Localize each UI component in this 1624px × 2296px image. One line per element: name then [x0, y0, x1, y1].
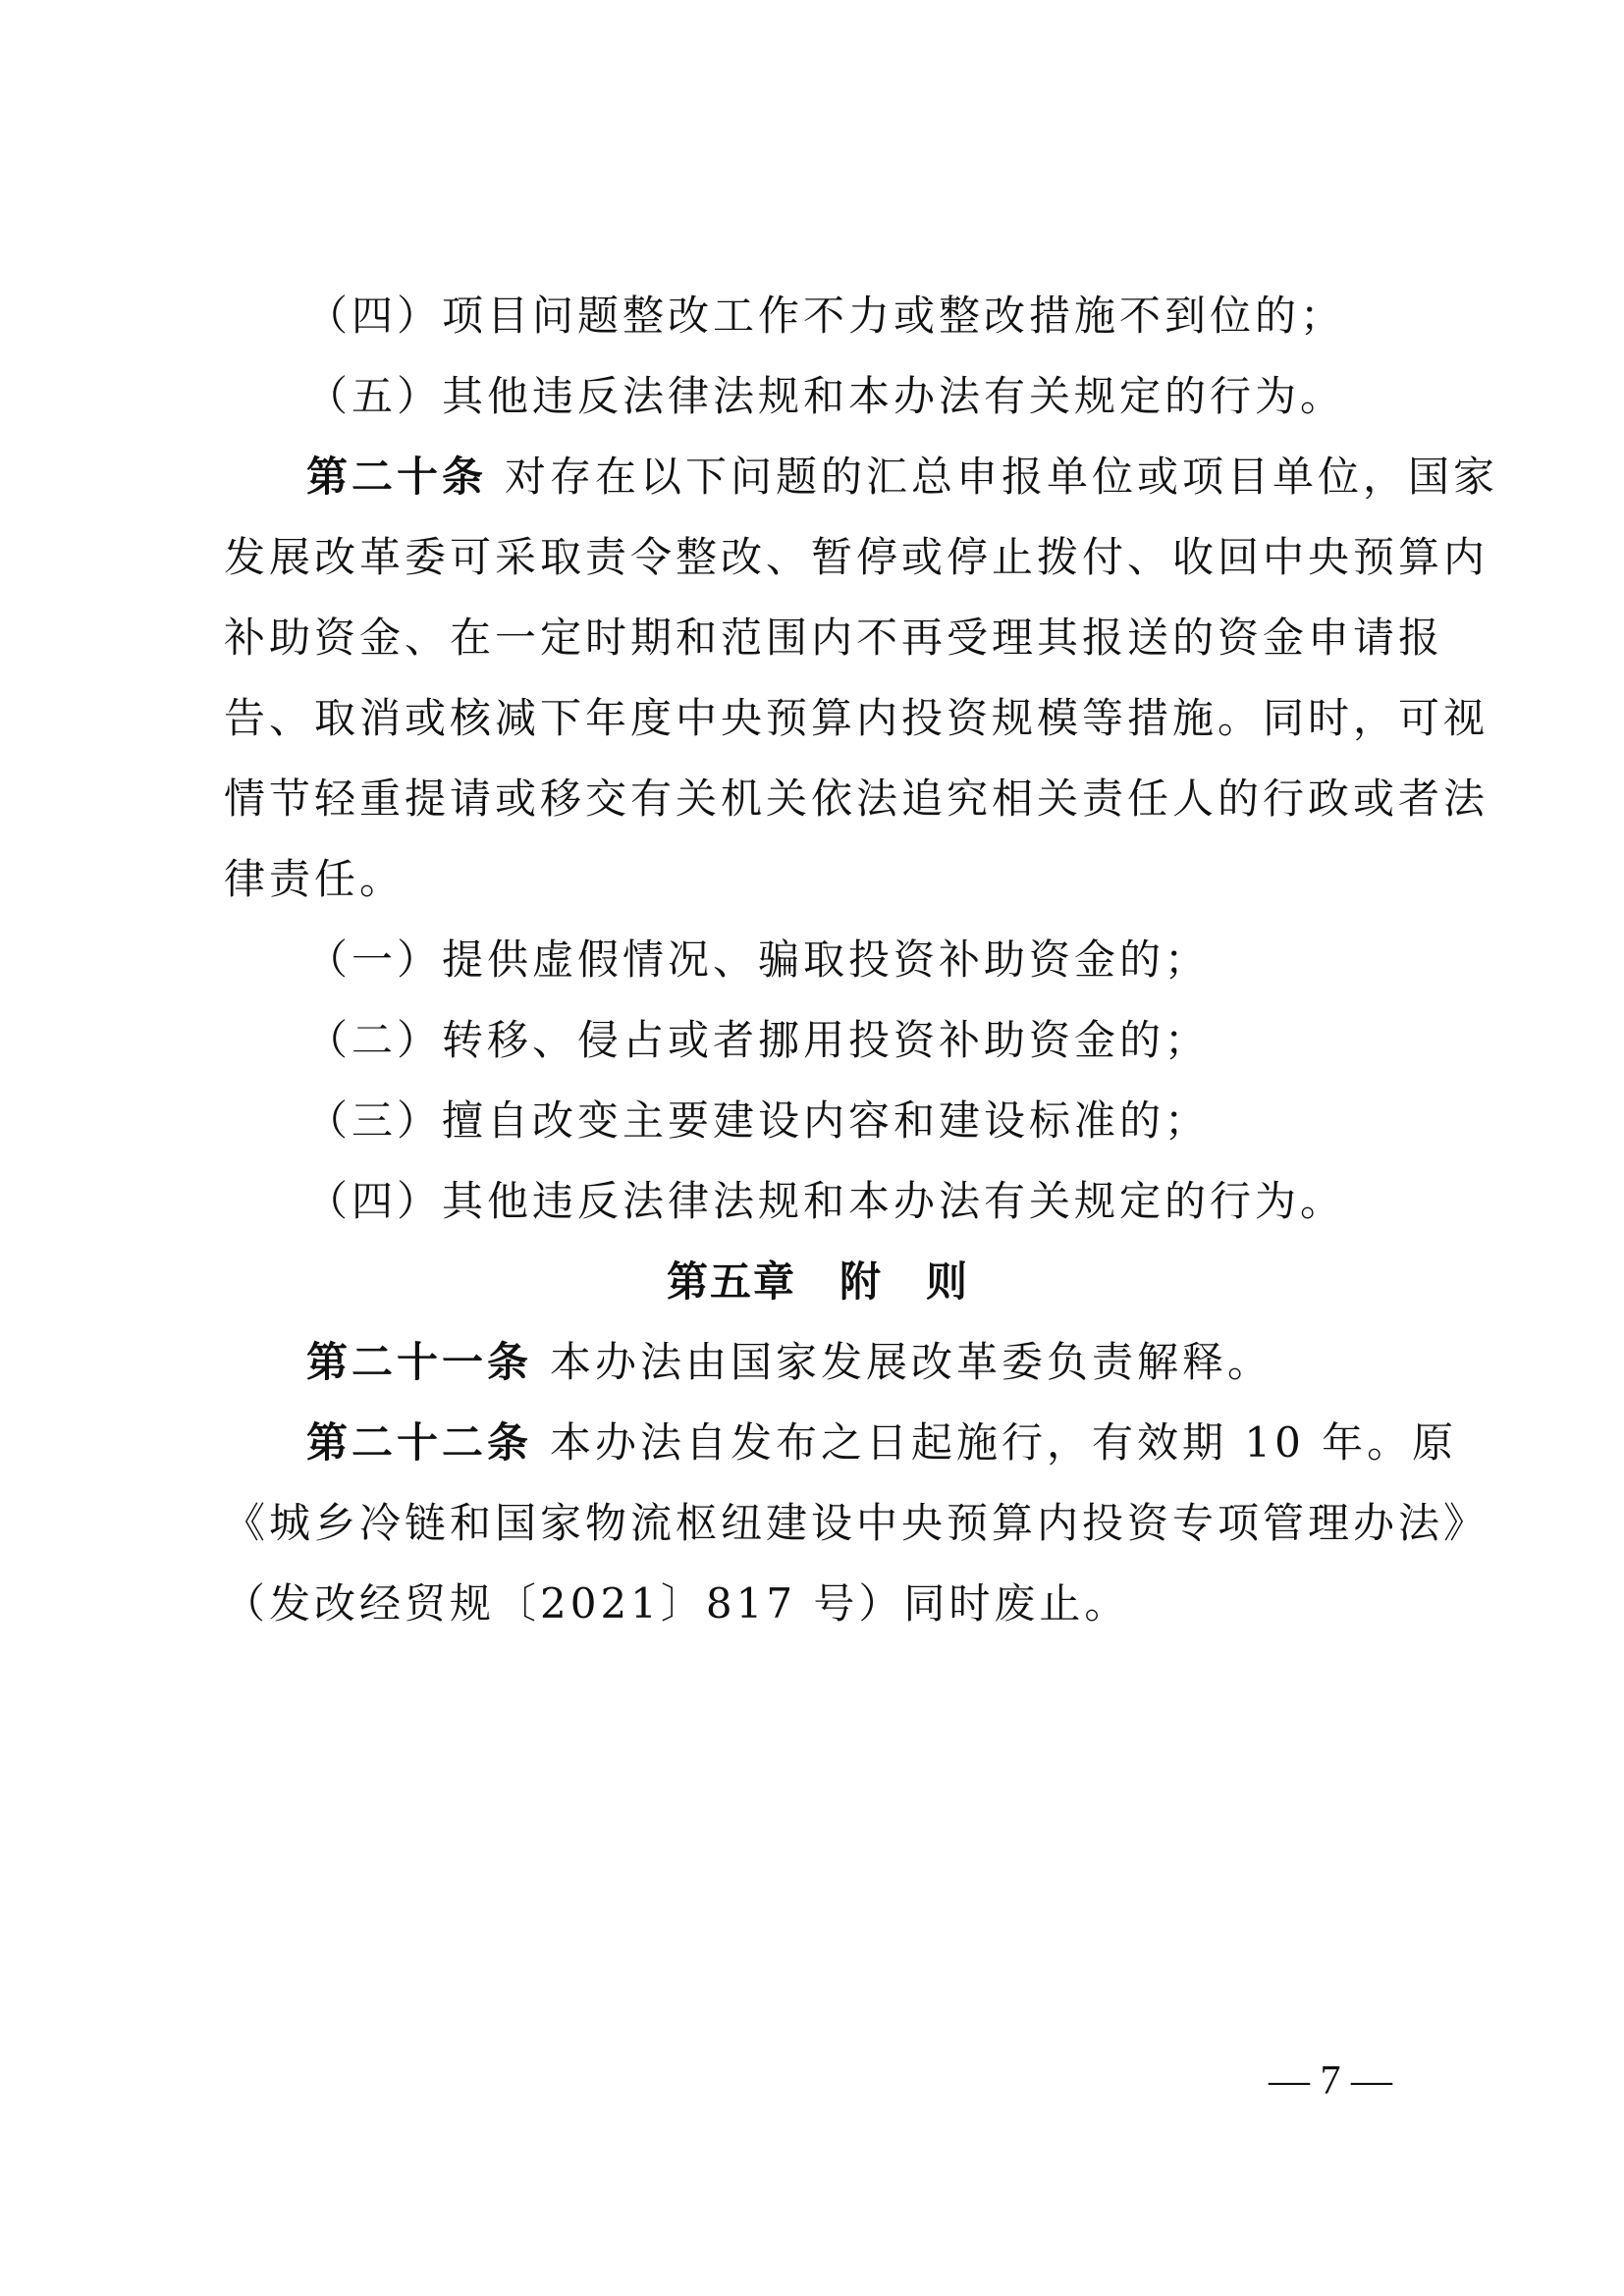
list-item: （二）转移、侵占或者挪用投资补助资金的；: [306, 1016, 1211, 1064]
article-20-first-line: [306, 450, 1499, 505]
article-21-title: 第二十一条: [306, 1338, 533, 1386]
paragraph-line: 发展改革委可采取责令整改、暂停或停止拨付、收回中央预算内: [224, 533, 1489, 581]
paragraph-line: 情节轻重提请或移交有关机关依法追究相关责任人的行政或者法: [224, 774, 1489, 823]
article-22-title: 第二十二条: [306, 1418, 533, 1467]
paragraph-line: 律责任。: [224, 855, 406, 903]
list-item: （三）擅自改变主要建设内容和建设标准的；: [306, 1096, 1211, 1145]
paragraph-line: 补助资金、在一定时期和范围内不再受理其报送的资金申请报: [224, 614, 1444, 662]
article-21: [306, 1335, 1412, 1390]
page-number: — 7 —: [1269, 2058, 1392, 2104]
list-item: （四）项目问题整改工作不力或整改措施不到位的；: [306, 292, 1346, 340]
paragraph-line: （发改经贸规〔2021〕817 号）同时废止。: [224, 1579, 1130, 1628]
article-22-text: 本办法自发布之日起施行，有效期 10 年。原: [550, 1418, 1458, 1467]
paragraph-line: 告、取消或核减下年度中央预算内投资规模等措施。同时，可视: [224, 694, 1489, 742]
list-item: （一）提供虚假情况、骗取投资补助资金的；: [306, 935, 1211, 984]
list-item: （五）其他违反法律法规和本办法有关规定的行为。: [306, 372, 1346, 420]
paragraph-line: 《城乡冷链和国家物流枢纽建设中央预算内投资专项管理办法》: [224, 1499, 1489, 1547]
list-item: （四）其他违反法律法规和本办法有关规定的行为。: [306, 1177, 1346, 1225]
article-20-title: 第二十条: [306, 453, 488, 501]
chapter-heading: 第五章 附 则: [666, 1257, 969, 1306]
article-21-text: 本办法由国家发展改革委负责解释。: [550, 1338, 1273, 1386]
article-22-first-line: [306, 1415, 1458, 1470]
article-20-text: 对存在以下问题的汇总申报单位或项目单位，国家: [505, 453, 1499, 501]
